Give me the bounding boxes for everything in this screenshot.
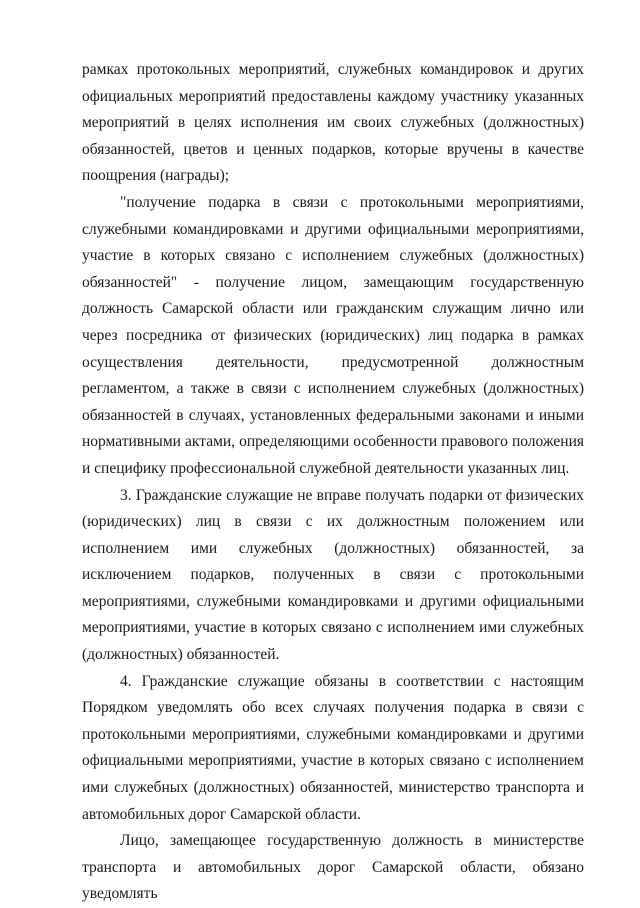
paragraph-continuation: рамках протокольных мероприятий, служебных командировок и других официальных мероприятий предоставлены каждому участнику указанных мероприятий в целях исполнения им своих служебных (должностных) обязанностей, цветов и ценных подарков, которые вручены в качестве поощрения (награды); xyxy=(82,61,584,185)
paragraph-official-duty: Лицо, замещающее государственную должность в министерстве транспорта и автомобильных дорог Самарской области, обязано уведомлять xyxy=(82,832,584,903)
paragraph-item-4: 4. Гражданские служащие обязаны в соответствии с настоящим Порядком уведомлять обо всех случаях получения подарка в связи с протокольными мероприятиями, служебными командировками и другими официальными мероприятиями, участие в которых связано с исполнением ими служебных (должностных) обязанностей, министерство транспорта и автомобильных дорог Самарской области. xyxy=(82,672,584,823)
paragraph-gift-definition: "получение подарка в связи с протокольными мероприятиями, служебными командировками и другими официальными мероприятиями, участие в которых связано с исполнением служебных (должностных) обязанностей" - получение лицом, замещающим государственную должность Самарской области или гражданским служащим лично или через посредника от физических (юридических) лиц подарка в рамках осуществления деятельности, предусмотренной должностным регламентом, а также в связи с исполнением служебных (должностных) обязанностей в случаях, установленных федеральными законами и иными нормативными актами, определяющими особенности правового положения и специфику профессиональной служебной деятельности указанных лиц. xyxy=(82,193,584,477)
document-body xyxy=(82,57,584,908)
paragraph-item-3: 3. Гражданские служащие не вправе получать подарки от физических (юридических) лиц в связи с их должностным положением или исполнением ими служебных (должностных) обязанностей, за исключением подарков, полученных в связи с протокольными мероприятиями, служебными командировками и другими официальными мероприятиями, участие в которых связано с исполнением ими служебных (должностных) обязанностей. xyxy=(82,486,584,664)
